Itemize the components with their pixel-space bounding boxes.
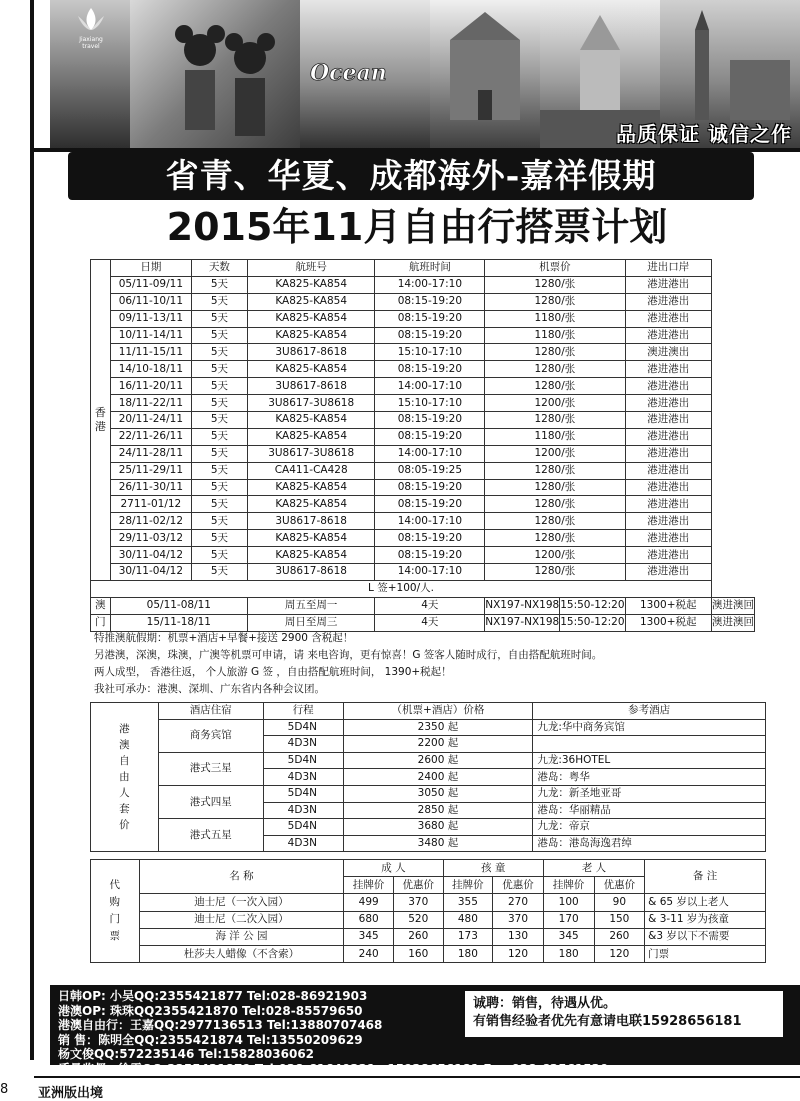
side-char: 港 bbox=[119, 723, 130, 736]
side-char: 票 bbox=[109, 930, 120, 943]
column-header: 机票价 bbox=[485, 260, 625, 277]
contact-line: 港澳OP: 珠珠QQ2355421870 Tel:028-85579650 bbox=[58, 1003, 363, 1018]
sub-header: 优惠价 bbox=[393, 877, 443, 894]
table-cell: 澳进澳回 bbox=[712, 597, 755, 614]
table-cell: 260 bbox=[594, 928, 645, 945]
table-cell: 港进港出 bbox=[625, 293, 711, 310]
table-row bbox=[91, 894, 766, 911]
side-char: 由 bbox=[119, 771, 130, 784]
side-char: 套 bbox=[119, 803, 130, 816]
table-cell: 5天 bbox=[191, 445, 247, 462]
visa-note-cell: L 签+100/人. bbox=[91, 580, 712, 597]
table-cell: 港进港出 bbox=[625, 496, 711, 513]
column-header: （机票+酒店）价格 bbox=[343, 703, 533, 720]
table-cell: 5D4N bbox=[263, 785, 343, 802]
table-cell: 1280/张 bbox=[485, 344, 625, 361]
remark-cell: & 65 岁以上老人 bbox=[645, 894, 766, 911]
region-label-macau: 澳 bbox=[91, 597, 111, 614]
banner-photo-mickey bbox=[130, 0, 300, 150]
table-row bbox=[91, 395, 755, 412]
table-cell: 九龙：帝京 bbox=[533, 819, 766, 836]
page-number: 8 bbox=[0, 1082, 9, 1097]
ocean-park-sign-icon bbox=[300, 0, 430, 150]
mickey-icon bbox=[130, 0, 300, 150]
table-cell: 港进港出 bbox=[625, 530, 711, 547]
table-cell: 370 bbox=[393, 894, 443, 911]
table-cell: 120 bbox=[493, 945, 544, 962]
table-cell: 480 bbox=[443, 911, 493, 928]
hotel-class-cell: 港式三星 bbox=[158, 752, 263, 785]
table-cell: 08:15-19:20 bbox=[375, 361, 485, 378]
table-cell: 迪士尼（二次入园） bbox=[139, 911, 344, 928]
table-cell: 30/11-04/12 bbox=[110, 564, 191, 581]
table-cell: 180 bbox=[443, 945, 493, 962]
agency-logo bbox=[70, 6, 112, 50]
package-side-label bbox=[91, 703, 159, 852]
table-cell: 5天 bbox=[191, 496, 247, 513]
table-cell: 1280/张 bbox=[485, 276, 625, 293]
table-cell: 1280/张 bbox=[485, 293, 625, 310]
promo-notes bbox=[94, 630, 602, 698]
table-cell: KA825-KA854 bbox=[247, 327, 375, 344]
table-cell: 08:15-19:20 bbox=[375, 310, 485, 327]
table-cell: 迪士尼（一次入园） bbox=[139, 894, 344, 911]
table-cell: 170 bbox=[543, 911, 594, 928]
region-label-hk bbox=[91, 260, 111, 581]
table-cell: 1280/张 bbox=[485, 496, 625, 513]
note-line: 另港澳，深澳，珠澳，广澳等机票可申请，请 来电咨询，更有惊喜！G 签客人随时成行，自由搭配航班时间。 bbox=[94, 649, 603, 661]
table-cell: 九龙:36HOTEL bbox=[533, 752, 766, 769]
table-cell: 15/11-18/11 bbox=[110, 614, 247, 631]
table-cell: 120 bbox=[594, 945, 645, 962]
table-cell: 港进港出 bbox=[625, 462, 711, 479]
table-row bbox=[91, 479, 755, 496]
table-cell: 30/11-04/12 bbox=[110, 547, 191, 564]
table-cell: 3U8617-3U8618 bbox=[247, 445, 375, 462]
sub-header: 挂牌价 bbox=[543, 877, 594, 894]
remark-cell: 门票 bbox=[645, 945, 766, 962]
table-cell: 14:00-17:10 bbox=[375, 378, 485, 395]
table-cell: 100 bbox=[543, 894, 594, 911]
table-cell: KA825-KA854 bbox=[247, 496, 375, 513]
table-row bbox=[91, 361, 755, 378]
table-row bbox=[91, 445, 755, 462]
lotus-logo-icon bbox=[76, 6, 106, 32]
table-cell: 周五至周一 bbox=[247, 597, 375, 614]
table-cell: 180 bbox=[543, 945, 594, 962]
contact-line: 销 售：陈明全QQ:2355421874 Tel:13550209629 bbox=[58, 1032, 363, 1047]
column-header: 日期 bbox=[110, 260, 191, 277]
column-header: 名 称 bbox=[139, 860, 344, 894]
table-cell: 港进港出 bbox=[625, 378, 711, 395]
side-char: 购 bbox=[109, 896, 120, 909]
table-cell: 5D4N bbox=[263, 719, 343, 736]
table-cell: 05/11-09/11 bbox=[110, 276, 191, 293]
column-header: 行程 bbox=[263, 703, 343, 720]
table-header-row bbox=[91, 260, 755, 277]
table-cell: 3680 起 bbox=[343, 819, 533, 836]
table-cell: 1280/张 bbox=[485, 479, 625, 496]
table-cell: 08:15-19:20 bbox=[375, 412, 485, 429]
column-header: 老 人 bbox=[543, 860, 644, 877]
table-cell: 15:10-17:10 bbox=[375, 395, 485, 412]
table-cell: 3U8617-8618 bbox=[247, 344, 375, 361]
table-cell: 270 bbox=[493, 894, 544, 911]
table-cell bbox=[533, 736, 766, 753]
table-cell: 14:00-17:10 bbox=[375, 564, 485, 581]
table-cell: 345 bbox=[543, 928, 594, 945]
table-cell: 08:15-19:20 bbox=[375, 327, 485, 344]
table-cell: 港进港出 bbox=[625, 327, 711, 344]
table-cell: 港岛：港岛海逸君绰 bbox=[533, 835, 766, 852]
table-cell: 1280/张 bbox=[485, 530, 625, 547]
recruit-line: 有销售经验者优先有意请电联15928656181 bbox=[473, 1014, 742, 1029]
column-header: 进出口岸 bbox=[625, 260, 711, 277]
table-row bbox=[91, 580, 755, 597]
contact-line: 质量监督：徐雷QQ:2355421879 Tel:028-61640321、15928656181 Fax:028-62561520 bbox=[58, 1061, 609, 1076]
contact-line: 杨文俊QQ:572235146 Tel:15828036062 bbox=[58, 1047, 315, 1061]
table-cell: 海 洋 公 园 bbox=[139, 928, 344, 945]
table-row bbox=[91, 719, 766, 736]
side-char: 门 bbox=[109, 913, 120, 926]
table-cell: 24/11-28/11 bbox=[110, 445, 191, 462]
table-cell: CA411-CA428 bbox=[247, 462, 375, 479]
table-cell: 240 bbox=[344, 945, 394, 962]
package-price-table bbox=[90, 702, 766, 852]
side-char: 自 bbox=[119, 755, 130, 768]
table-cell: 5D4N bbox=[263, 819, 343, 836]
table-cell: 08:15-19:20 bbox=[375, 530, 485, 547]
table-cell: 08:15-19:20 bbox=[375, 428, 485, 445]
table-cell: 1200/张 bbox=[485, 547, 625, 564]
flight-schedule-table bbox=[90, 259, 755, 632]
table-cell: 1200/张 bbox=[485, 395, 625, 412]
table-cell: 2400 起 bbox=[343, 769, 533, 786]
contact-footer bbox=[50, 985, 800, 1076]
table-cell: 90 bbox=[594, 894, 645, 911]
table-cell: 港进港出 bbox=[625, 395, 711, 412]
table-cell: 2350 起 bbox=[343, 719, 533, 736]
table-cell: 08:15-19:20 bbox=[375, 547, 485, 564]
table-cell: 3U8617-3U8618 bbox=[247, 395, 375, 412]
table-cell: 4D3N bbox=[263, 736, 343, 753]
table-row bbox=[91, 496, 755, 513]
table-cell: KA825-KA854 bbox=[247, 412, 375, 429]
column-header: 参考酒店 bbox=[533, 703, 766, 720]
table-cell: 1280/张 bbox=[485, 361, 625, 378]
page-subtitle: 2015年11月自由行搭票计划 bbox=[166, 205, 668, 249]
table-header-row bbox=[91, 703, 766, 720]
table-row bbox=[91, 911, 766, 928]
table-cell: 港进港出 bbox=[625, 513, 711, 530]
table-row bbox=[91, 785, 766, 802]
table-cell: 4天 bbox=[375, 597, 485, 614]
column-header: 航班号 bbox=[247, 260, 375, 277]
table-cell: 1180/张 bbox=[485, 327, 625, 344]
hotel-class-cell: 港式四星 bbox=[158, 785, 263, 818]
banner-photo-st-paul-ruins bbox=[430, 0, 540, 150]
region-char: 香港 bbox=[94, 405, 106, 433]
table-cell: 25/11-29/11 bbox=[110, 462, 191, 479]
sub-header: 挂牌价 bbox=[443, 877, 493, 894]
table-cell: 1280/张 bbox=[485, 412, 625, 429]
left-border bbox=[30, 0, 34, 1060]
slogan-text: 品质保证 诚信之作 bbox=[616, 122, 792, 146]
table-cell: 5天 bbox=[191, 361, 247, 378]
table-cell: 499 bbox=[344, 894, 394, 911]
table-cell: 05/11-08/11 bbox=[110, 597, 247, 614]
sub-header: 优惠价 bbox=[594, 877, 645, 894]
recruit-line: 诚聘：销售，待遇从优。 bbox=[473, 996, 617, 1011]
table-row bbox=[91, 547, 755, 564]
table-row bbox=[91, 564, 755, 581]
table-row bbox=[91, 928, 766, 945]
contact-line: 日韩OP: 小吴QQ:2355421877 Tel:028-86921903 bbox=[58, 989, 368, 1003]
table-row bbox=[91, 945, 766, 962]
table-cell: 杜莎夫人蜡像（不含索） bbox=[139, 945, 344, 962]
table-cell: 港进港出 bbox=[625, 445, 711, 462]
table-row bbox=[91, 530, 755, 547]
table-row bbox=[91, 513, 755, 530]
table-cell: 5天 bbox=[191, 378, 247, 395]
column-header: 航班时间 bbox=[375, 260, 485, 277]
table-cell: 4D3N bbox=[263, 802, 343, 819]
side-char: 代 bbox=[109, 879, 120, 892]
table-cell: 20/11-24/11 bbox=[110, 412, 191, 429]
column-header: 天数 bbox=[191, 260, 247, 277]
contact-line: 港澳自由行：王嘉QQ:2977136513 Tel:13880707468 bbox=[58, 1018, 383, 1032]
hotel-class-cell: 商务宾馆 bbox=[158, 719, 263, 752]
table-cell: 5天 bbox=[191, 479, 247, 496]
column-header: 备 注 bbox=[645, 860, 766, 894]
table-cell: 港进港出 bbox=[625, 276, 711, 293]
page-title: 省青、华夏、成都海外-嘉祥假期 bbox=[68, 152, 754, 200]
side-char: 价 bbox=[119, 819, 130, 832]
table-cell: 150 bbox=[594, 911, 645, 928]
table-cell: 3U8617-8618 bbox=[247, 564, 375, 581]
table-row bbox=[91, 344, 755, 361]
table-cell: 5天 bbox=[191, 310, 247, 327]
table-cell: 1180/张 bbox=[485, 428, 625, 445]
region-label-macau: 门 bbox=[91, 614, 111, 631]
table-cell: 港进港出 bbox=[625, 428, 711, 445]
table-cell: KA825-KA854 bbox=[247, 361, 375, 378]
table-cell: 2600 起 bbox=[343, 752, 533, 769]
table-row bbox=[91, 819, 766, 836]
table-cell: 1180/张 bbox=[485, 310, 625, 327]
side-char: 澳 bbox=[119, 739, 130, 752]
table-cell: 15:10-17:10 bbox=[375, 344, 485, 361]
table-row bbox=[91, 462, 755, 479]
sub-header: 优惠价 bbox=[493, 877, 544, 894]
table-cell: 5天 bbox=[191, 428, 247, 445]
table-cell: 345 bbox=[344, 928, 394, 945]
table-cell: 5天 bbox=[191, 293, 247, 310]
table-cell: 10/11-14/11 bbox=[110, 327, 191, 344]
table-cell: 3U8617-8618 bbox=[247, 513, 375, 530]
table-row bbox=[91, 428, 755, 445]
table-cell: 3U8617-8618 bbox=[247, 378, 375, 395]
table-cell: 5天 bbox=[191, 513, 247, 530]
table-cell: 1280/张 bbox=[485, 462, 625, 479]
ticket-price-table bbox=[90, 859, 766, 963]
table-cell: 173 bbox=[443, 928, 493, 945]
table-cell: 5天 bbox=[191, 462, 247, 479]
table-row bbox=[91, 293, 755, 310]
table-cell: 港进港出 bbox=[625, 564, 711, 581]
table-cell: KA825-KA854 bbox=[247, 428, 375, 445]
column-header: 酒店住宿 bbox=[158, 703, 263, 720]
remark-cell: &3 岁以下不需要 bbox=[645, 928, 766, 945]
table-cell: 5天 bbox=[191, 327, 247, 344]
table-cell: 港进港出 bbox=[625, 479, 711, 496]
table-header-row bbox=[91, 860, 766, 877]
table-cell: 26/11-30/11 bbox=[110, 479, 191, 496]
table-cell: 28/11-02/12 bbox=[110, 513, 191, 530]
table-cell: 4D3N bbox=[263, 769, 343, 786]
table-row bbox=[91, 614, 755, 631]
table-row bbox=[91, 276, 755, 293]
table-cell: 08:15-19:20 bbox=[375, 293, 485, 310]
table-cell: 5天 bbox=[191, 412, 247, 429]
table-cell: 1200/张 bbox=[485, 445, 625, 462]
table-cell: 港进港出 bbox=[625, 412, 711, 429]
table-cell: 港进港出 bbox=[625, 310, 711, 327]
table-cell: 29/11-03/12 bbox=[110, 530, 191, 547]
table-cell: 1280/张 bbox=[485, 564, 625, 581]
table-cell: 1300+税起 bbox=[625, 597, 711, 614]
table-cell: 370 bbox=[493, 911, 544, 928]
table-cell: 22/11-26/11 bbox=[110, 428, 191, 445]
note-line: 两人成型， 香港往返， 个人旅游 G 签 ，自由搭配航班时间， 1390+税起！ bbox=[94, 666, 452, 678]
table-cell: 5天 bbox=[191, 344, 247, 361]
table-cell: 680 bbox=[344, 911, 394, 928]
table-cell: 澳进澳出 bbox=[625, 344, 711, 361]
table-cell: 130 bbox=[493, 928, 544, 945]
table-cell: 4天 bbox=[375, 614, 485, 631]
table-cell: 14:00-17:10 bbox=[375, 276, 485, 293]
table-cell: 2711-01/12 bbox=[110, 496, 191, 513]
table-cell: 3480 起 bbox=[343, 835, 533, 852]
table-cell: 08:15-19:20 bbox=[375, 479, 485, 496]
column-header: 孩 童 bbox=[443, 860, 543, 877]
column-header: 成 人 bbox=[344, 860, 443, 877]
table-cell: 九龙：新圣地亚哥 bbox=[533, 785, 766, 802]
table-cell: 14:00-17:10 bbox=[375, 513, 485, 530]
table-cell: 1280/张 bbox=[485, 513, 625, 530]
table-cell: KA825-KA854 bbox=[247, 530, 375, 547]
table-cell: 5D4N bbox=[263, 752, 343, 769]
table-cell: KA825-KA854 bbox=[247, 479, 375, 496]
table-cell: 1300+税起 bbox=[625, 614, 711, 631]
side-char: 人 bbox=[119, 787, 130, 800]
header-banner bbox=[50, 0, 800, 150]
table-cell: 15:50-12:20 bbox=[560, 614, 625, 631]
table-cell: 09/11-13/11 bbox=[110, 310, 191, 327]
banner-photo-ocean-park bbox=[300, 0, 430, 150]
ticket-side-label bbox=[91, 860, 140, 963]
remark-cell: & 3-11 岁为孩童 bbox=[645, 911, 766, 928]
table-cell: 1280/张 bbox=[485, 378, 625, 395]
table-cell: 澳进澳回 bbox=[712, 614, 755, 631]
table-cell: 160 bbox=[393, 945, 443, 962]
hotel-class-cell: 港式五星 bbox=[158, 819, 263, 852]
table-cell: 3050 起 bbox=[343, 785, 533, 802]
table-cell: 周日至周三 bbox=[247, 614, 375, 631]
table-cell: 260 bbox=[393, 928, 443, 945]
table-cell: 5天 bbox=[191, 530, 247, 547]
table-cell: 14:00-17:10 bbox=[375, 445, 485, 462]
table-cell: 九龙:华中商务宾馆 bbox=[533, 719, 766, 736]
table-cell: KA825-KA854 bbox=[247, 276, 375, 293]
table-cell: 5天 bbox=[191, 547, 247, 564]
table-cell: 港岛：华丽精品 bbox=[533, 802, 766, 819]
table-cell: 06/11-10/11 bbox=[110, 293, 191, 310]
table-row bbox=[91, 752, 766, 769]
table-cell: 18/11-22/11 bbox=[110, 395, 191, 412]
table-cell: KA825-KA854 bbox=[247, 310, 375, 327]
table-cell: 5天 bbox=[191, 276, 247, 293]
table-cell: NX197-NX198 bbox=[485, 597, 560, 614]
bottom-rule bbox=[34, 1076, 800, 1078]
table-cell: 14/10-18/11 bbox=[110, 361, 191, 378]
table-cell: KA825-KA854 bbox=[247, 547, 375, 564]
table-cell: 港进港出 bbox=[625, 361, 711, 378]
table-cell: 4D3N bbox=[263, 835, 343, 852]
note-line: 特推澳航假期：机票+酒店+早餐+接送 2900 含税起！ bbox=[94, 632, 354, 644]
logo-text: Jiaxiang travel bbox=[79, 36, 103, 50]
sub-header: 挂牌价 bbox=[344, 877, 394, 894]
table-cell: 15:50-12:20 bbox=[560, 597, 625, 614]
table-row bbox=[91, 310, 755, 327]
table-row bbox=[91, 597, 755, 614]
table-cell: 08:05-19:25 bbox=[375, 462, 485, 479]
table-row bbox=[91, 378, 755, 395]
table-cell: 2200 起 bbox=[343, 736, 533, 753]
table-cell: 港岛：粤华 bbox=[533, 769, 766, 786]
table-cell: NX197-NX198 bbox=[485, 614, 560, 631]
table-row bbox=[91, 327, 755, 344]
note-line: 我社可承办：港澳、深圳、广东省内各种会议团。 bbox=[94, 683, 325, 695]
table-cell: 2850 起 bbox=[343, 802, 533, 819]
table-cell: 16/11-20/11 bbox=[110, 378, 191, 395]
table-cell: KA825-KA854 bbox=[247, 293, 375, 310]
church-facade-icon bbox=[430, 0, 540, 150]
publication-name: 亚洲版出境 bbox=[38, 1086, 104, 1101]
table-cell: 5天 bbox=[191, 395, 247, 412]
table-cell: 5天 bbox=[191, 564, 247, 581]
table-row bbox=[91, 412, 755, 429]
table-cell: 520 bbox=[393, 911, 443, 928]
table-cell: 港进港出 bbox=[625, 547, 711, 564]
table-cell: 11/11-15/11 bbox=[110, 344, 191, 361]
svg-text:Ocean: Ocean bbox=[310, 60, 387, 86]
table-cell: 355 bbox=[443, 894, 493, 911]
table-cell: 08:15-19:20 bbox=[375, 496, 485, 513]
recruit-box bbox=[465, 991, 783, 1037]
